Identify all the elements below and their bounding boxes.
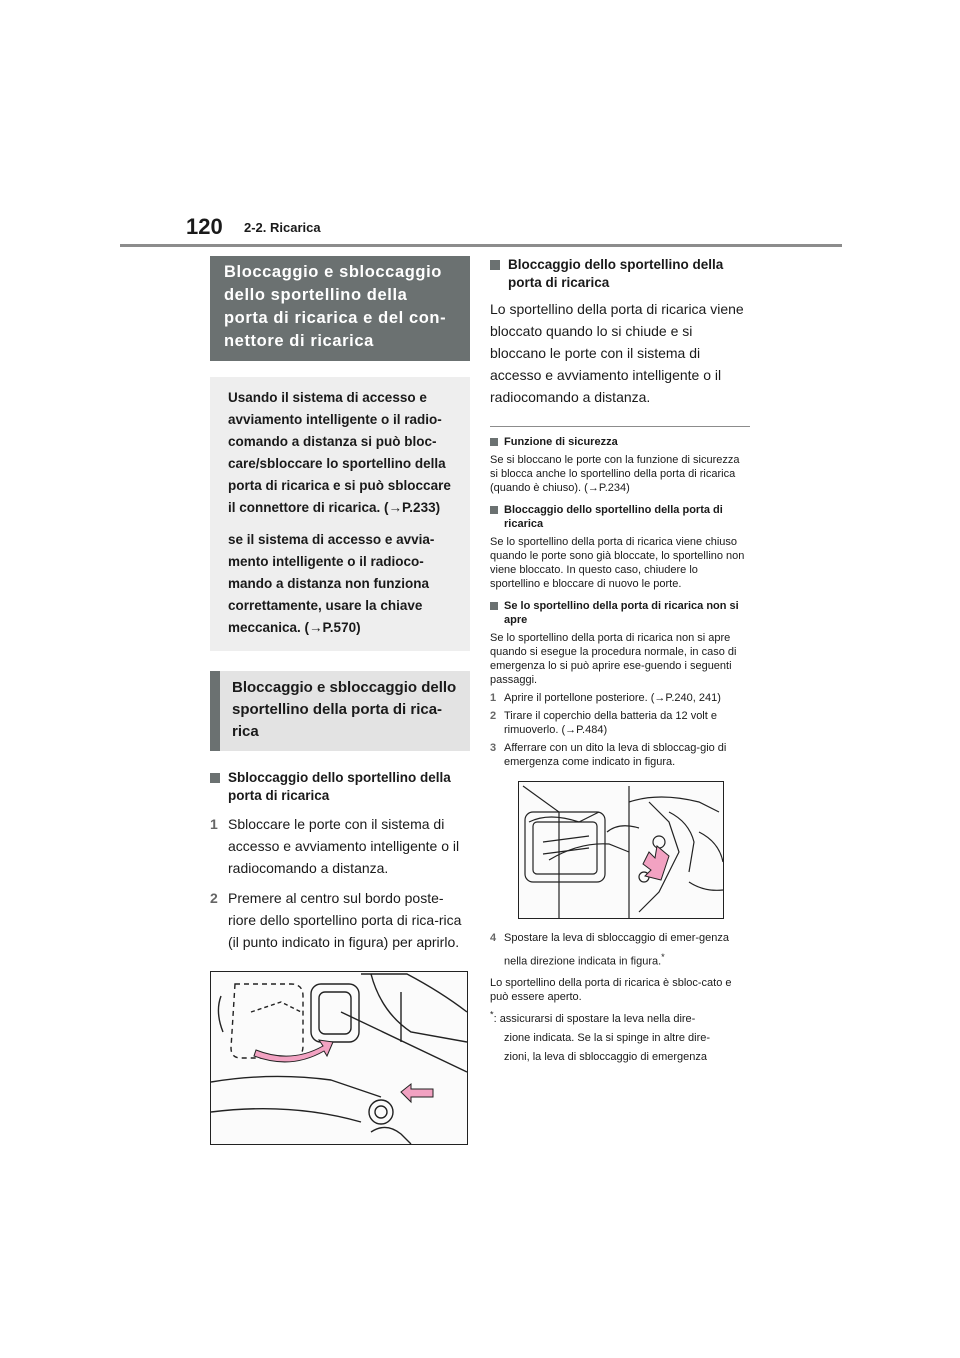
step-item bbox=[210, 813, 470, 879]
step-item bbox=[210, 887, 470, 953]
pull-arrow-icon bbox=[643, 846, 669, 880]
note-title: Se lo sportellino della porta di ricarica non si apre bbox=[504, 600, 739, 626]
footnote-line: zioni, la leva di sbloccaggio di emergenza bbox=[504, 1051, 708, 1064]
footnote bbox=[490, 1006, 750, 1068]
push-arrow-icon bbox=[401, 1084, 433, 1102]
footnote-marker: * bbox=[490, 1009, 494, 1020]
note-heading bbox=[490, 435, 750, 449]
step-text: Premere al centro sul bordo poste-riore dello sportellino porta di rica-rica (il punto indicato in figura) per aprirlo. bbox=[228, 890, 462, 950]
intro-box bbox=[210, 377, 470, 651]
divider bbox=[490, 426, 750, 427]
figure-charge-door bbox=[210, 971, 468, 1145]
step-number: 2 bbox=[490, 710, 497, 722]
step-text: Tirare il coperchio della batteria da 12 volt e rimuoverlo. (→P.484) bbox=[504, 710, 717, 736]
section-heading bbox=[490, 256, 750, 292]
step-number: 1 bbox=[210, 816, 218, 832]
step-item bbox=[490, 741, 750, 769]
footnote-line: zione indicata. Se la si spinge in altre dire- bbox=[504, 1032, 711, 1045]
intro-paragraph: Usando il sistema di accesso e avviamento intelligente o il radio-comando a distanza si può bloc-care/sbloccare lo sportellino della porta di ricarica e si può sbloccare il connettore di ricarica. (→P.233) bbox=[228, 390, 451, 515]
step-number: 1 bbox=[490, 692, 497, 704]
note-text: Se si bloccano le porte con la funzione di sicurezza si blocca anche lo sportellino della porta di ricarica (quando è chiuso). (→P.234) bbox=[490, 454, 740, 494]
body-paragraph: Lo sportellino della porta di ricarica è sbloc-cato e può essere aperto. bbox=[490, 976, 732, 1003]
square-bullet-icon bbox=[210, 773, 220, 783]
figure-emergency-release bbox=[518, 781, 724, 919]
step-number: 3 bbox=[490, 742, 497, 754]
body-paragraph: Lo sportellino della porta di ricarica viene bloccato quando lo si chiude e si bloccano le porte con il sistema di accesso e avviamento intelligente o il radiocomando a distanza. bbox=[490, 301, 744, 405]
section-label: 2-2. Ricarica bbox=[244, 220, 321, 235]
left-column bbox=[210, 256, 470, 1145]
intro-paragraph: se il sistema di accesso e avvia-mento intelligente o il radioco-mando a distanza non funziona correttamente, usare la chiave meccanica. (→P.570) bbox=[228, 532, 435, 635]
note-title: Bloccaggio dello sportellino della porta di ricarica bbox=[504, 504, 723, 530]
step-number: 4 bbox=[490, 932, 497, 944]
step-text: Afferrare con un dito la leva di sbloccag-gio di emergenza come indicato in figura. bbox=[504, 742, 727, 768]
charge-door-illustration bbox=[211, 972, 467, 1144]
step-text: Sbloccare le porte con il sistema di accesso e avviamento intelligente o il radiocomando a distanza. bbox=[228, 816, 460, 876]
note-title: Funzione di sicurezza bbox=[504, 436, 618, 448]
step-item bbox=[490, 929, 750, 972]
footnote-line: : assicurarsi di spostare la leva nella dire- bbox=[493, 1013, 696, 1026]
page-number: 120 bbox=[186, 214, 223, 239]
note-heading bbox=[490, 599, 750, 627]
note-heading bbox=[490, 503, 750, 531]
section-heading bbox=[210, 769, 470, 805]
note-text: Se lo sportellino della porta di ricarica non si apre quando si esegue la procedura normale, in caso di emergenza lo si può aprire ese-guendo i seguenti passaggi. bbox=[490, 632, 737, 686]
heading-text: Sbloccaggio dello sportellino della porta di ricarica bbox=[228, 770, 451, 803]
footnote-marker: * bbox=[661, 952, 665, 962]
square-bullet-icon bbox=[490, 602, 498, 610]
square-bullet-icon bbox=[490, 260, 500, 270]
step-text: Spostare la leva di sbloccaggio di emer-genza nella direzione indicata in figura. bbox=[504, 932, 730, 968]
header-rule bbox=[120, 244, 842, 247]
right-column bbox=[490, 256, 750, 1067]
step-item bbox=[490, 691, 750, 705]
step-item bbox=[490, 709, 750, 737]
main-banner: Bloccaggio e sbloccaggio dello sportellino della porta di ricarica e del con-nettore di ricarica bbox=[210, 256, 470, 361]
heading-text: Bloccaggio dello sportellino della porta di ricarica bbox=[508, 257, 724, 290]
square-bullet-icon bbox=[490, 506, 498, 514]
rotate-arrow-icon bbox=[254, 1040, 333, 1062]
step-text: Aprire il portellone posteriore. (→P.240, 241) bbox=[504, 692, 721, 704]
note-text: Se lo sportellino della porta di ricarica viene chiuso quando le porte sono già bloccate, lo sportellino non viene bloccato. In questo caso, chiudere lo sportellino e bloccare di nuovo le porte. bbox=[490, 536, 745, 590]
sub-banner: Bloccaggio e sbloccaggio dello sportellino della porta di rica-rica bbox=[210, 671, 470, 751]
step-number: 2 bbox=[210, 890, 218, 906]
square-bullet-icon bbox=[490, 438, 498, 446]
emergency-release-illustration bbox=[519, 782, 723, 918]
